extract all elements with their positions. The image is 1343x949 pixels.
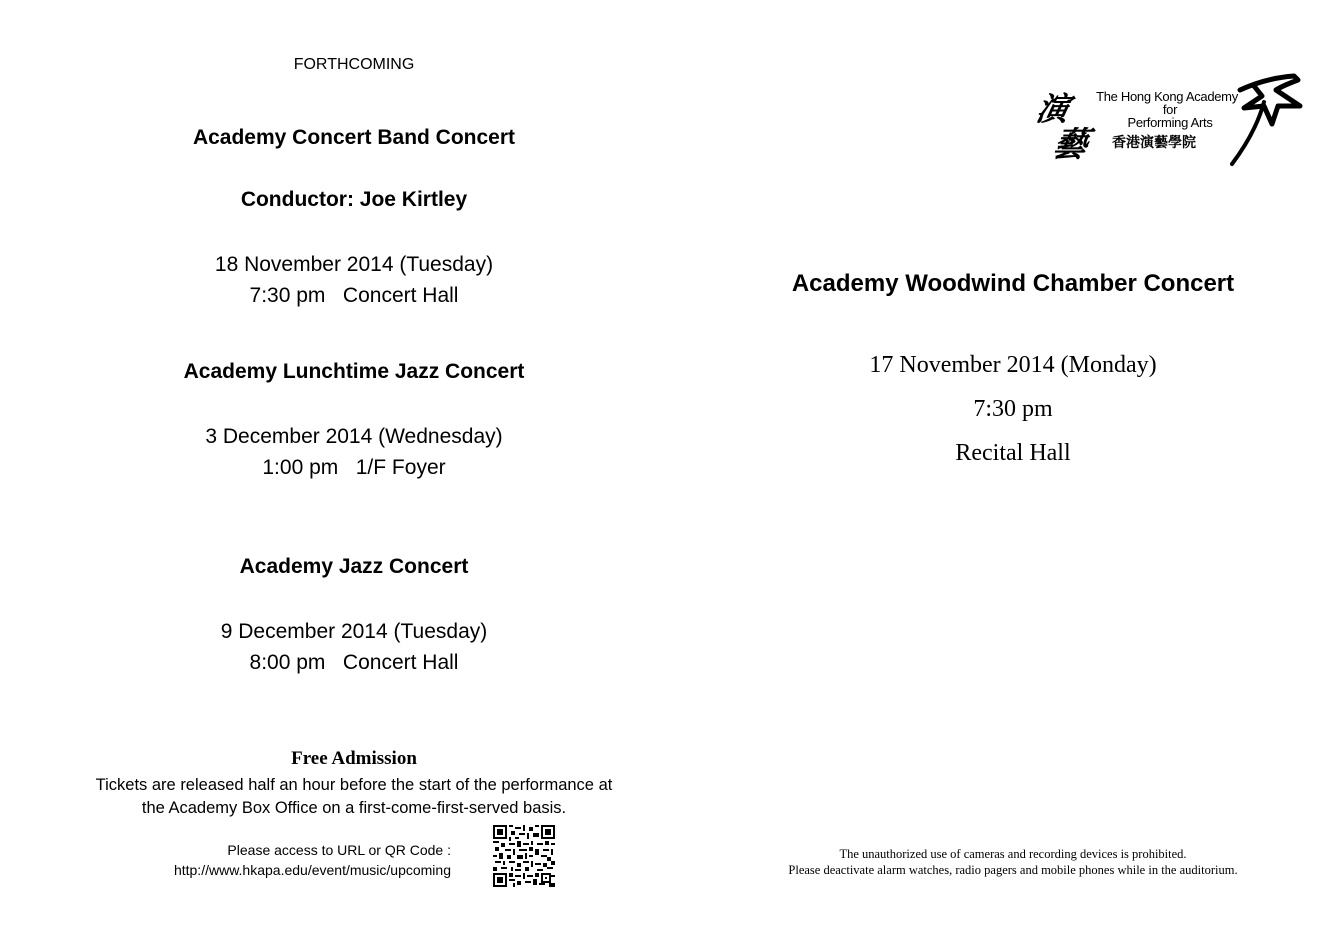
logo-chinese-name: 香港演藝學院 [1112, 135, 1196, 151]
event-1-date: 18 November 2014 (Tuesday) [214, 253, 494, 276]
free-admission-title: Free Admission [291, 748, 417, 769]
event-3-time-venue: 8:00 pm Concert Hall [249, 651, 459, 674]
access-label: Please access to URL or QR Code : [227, 842, 451, 858]
concert-venue: Recital Hall [955, 440, 1071, 466]
tickets-line-1: Tickets are released half an hour before the start of the performance at [95, 776, 613, 794]
event-3-date: 9 December 2014 (Tuesday) [220, 620, 488, 643]
svg-text:藝: 藝 [1048, 125, 1092, 165]
logo-line-2: for [1162, 102, 1178, 117]
notice-line-1: The unauthorized use of cameras and recording devices is prohibited. [839, 847, 1187, 861]
notice-line-2: Please deactivate alarm watches, radio pagers and mobile phones while in the auditorium. [788, 863, 1238, 877]
concert-date: 17 November 2014 (Monday) [869, 352, 1157, 378]
logo-line-3: Performing Arts [1127, 115, 1213, 130]
concert-time: 7:30 pm [973, 396, 1053, 422]
event-1-title: Academy Concert Band Concert [192, 126, 516, 149]
event-2-time-venue: 1:00 pm 1/F Foyer [262, 456, 446, 479]
event-2-date: 3 December 2014 (Wednesday) [205, 425, 503, 448]
star-brush-icon [1226, 72, 1306, 170]
event-1-time-venue: 7:30 pm Concert Hall [249, 284, 459, 307]
concert-title: Academy Woodwind Chamber Concert [791, 270, 1235, 297]
forthcoming-heading: FORTHCOMING [293, 56, 415, 73]
logo-line-1: The Hong Kong Academy [1096, 89, 1238, 104]
svg-text:演: 演 [1032, 90, 1073, 128]
access-url[interactable]: http://www.hkapa.edu/event/music/upcoming [173, 862, 451, 878]
qr-code-icon[interactable] [493, 825, 555, 887]
hkapa-logo [1032, 78, 1305, 173]
event-2-title: Academy Lunchtime Jazz Concert [183, 360, 525, 383]
event-3-title: Academy Jazz Concert [239, 555, 469, 578]
event-1-conductor: Conductor: Joe Kirtley [240, 188, 468, 211]
tickets-line-2: the Academy Box Office on a first-come-first-served basis. [141, 799, 567, 817]
